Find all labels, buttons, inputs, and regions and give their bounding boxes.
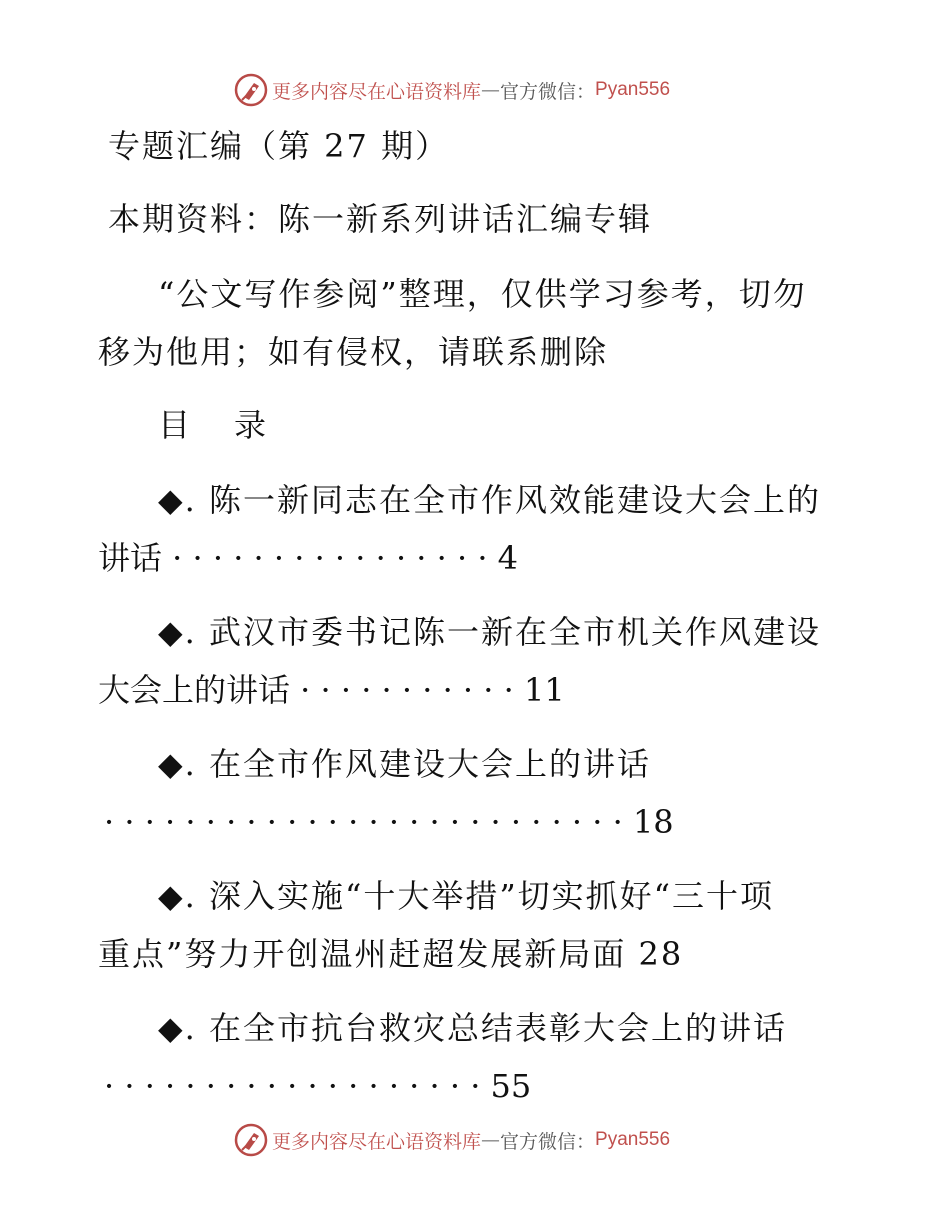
watermark-separator: —	[481, 79, 501, 101]
document-title: 专题汇编（第 27 期）	[108, 127, 450, 165]
document-subtitle: 本期资料：陈一新系列讲话汇编专辑	[108, 200, 653, 238]
watermark-separator: —	[481, 1129, 501, 1151]
watermark-account-label: 官方微信：	[500, 80, 596, 103]
watermark-account-id: Pyan556	[595, 79, 671, 100]
notice-line-1: “公文写作参阅”整理，仅供学习参考，切勿	[158, 275, 807, 313]
toc-item-4-title[interactable]: ◆. 深入实施“十大举措”切实抓好“三十项	[158, 877, 775, 915]
watermark-account-id: Pyan556	[595, 1129, 671, 1150]
pen-nib-logo-icon	[234, 1123, 268, 1157]
toc-item-2-page[interactable]: 大会上的讲话 · · · · · · · · · · · 11	[98, 671, 565, 709]
pen-nib-logo-icon	[234, 73, 268, 107]
toc-item-1-page[interactable]: 讲话 · · · · · · · · · · · · · · · · 4	[98, 539, 519, 577]
toc-item-4-page[interactable]: 重点”努力开创温州赶超发展新局面 28	[98, 935, 684, 973]
toc-item-5-title[interactable]: ◆. 在全市抗台救灾总结表彰大会上的讲话	[158, 1009, 787, 1047]
watermark-site-name: 更多内容尽在心语资料库	[272, 80, 482, 103]
header-watermark	[234, 72, 670, 108]
toc-heading: 目 录	[158, 406, 273, 444]
watermark-site-name: 更多内容尽在心语资料库	[272, 1130, 482, 1153]
notice-line-2: 移为他用；如有侵权，请联系删除	[98, 333, 609, 371]
toc-item-1-title[interactable]: ◆. 陈一新同志在全市作风效能建设大会上的	[158, 481, 821, 519]
toc-item-3-title[interactable]: ◆. 在全市作风建设大会上的讲话	[158, 745, 651, 783]
footer-watermark	[234, 1122, 670, 1158]
toc-item-5-page[interactable]: · · · · · · · · · · · · · · · · · · · 55	[104, 1067, 532, 1105]
watermark-account-label: 官方微信：	[500, 1130, 596, 1153]
toc-item-3-page[interactable]: · · · · · · · · · · · · · · · · · · · · · · · · · · 18	[104, 803, 674, 841]
toc-item-2-title[interactable]: ◆. 武汉市委书记陈一新在全市机关作风建设	[158, 613, 821, 651]
